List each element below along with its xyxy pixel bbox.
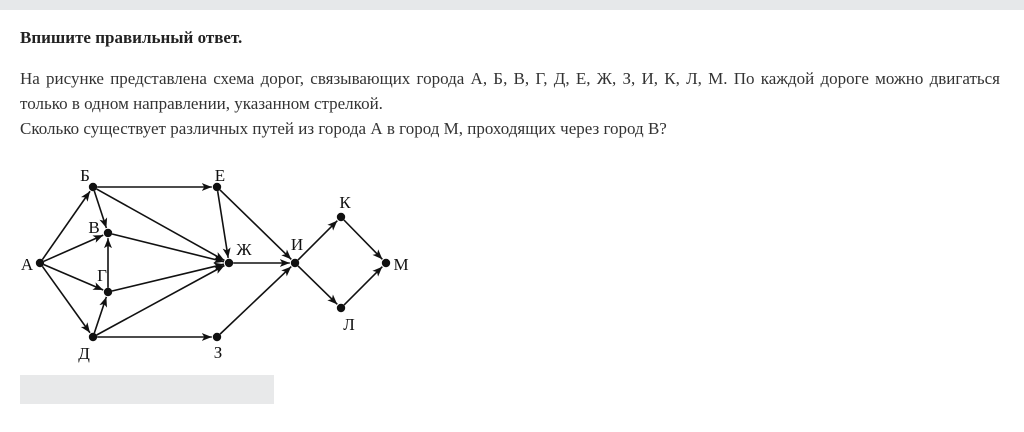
road-d-zh [97,265,225,335]
city-label-k: К [339,193,351,212]
answer-input[interactable] [20,375,274,404]
graph-labels [21,166,409,363]
road-i-l [298,266,337,304]
city-label-g: Г [97,266,107,285]
road-k-m [344,220,382,259]
road-d-g [94,297,106,333]
road-a-d [42,266,90,332]
road-e-zh [218,191,229,258]
task-text [20,66,1000,141]
road-a-b [42,191,90,259]
task-paragraph-question: Сколько существует различных путей из города А в город М, проходящих через город В? [20,119,667,138]
road-l-m [344,267,382,305]
city-label-e: Е [214,166,226,185]
city-node-k [337,213,345,221]
graph-nodes [36,183,390,341]
city-label-l: Л [343,315,355,334]
city-label-b: Б [80,166,90,185]
city-node-l [337,304,345,312]
road-i-k [298,221,337,260]
city-label-zh: Ж [236,240,252,259]
road-v-zh [112,234,224,262]
city-node-zh [225,259,233,267]
road-e-i [220,190,291,259]
task-heading: Впишите правильный ответ. [20,28,243,47]
road-z-i [220,267,291,335]
city-label-i: И [290,235,304,254]
city-node-v [104,229,112,237]
city-node-m [382,259,390,267]
top-bar [0,0,1024,10]
task-paragraph-roads: На рисунке представлена схема дорог, связывающих города А, Б, В, Г, Д, Е, Ж, З, И, К, Л, М. По каждой дороге можно двигаться только в одном направлении, указанном стрелкой. [20,69,1000,113]
road-b-zh [97,189,225,260]
city-label-z: З [213,343,223,362]
city-node-a [36,259,44,267]
road-a-g [44,265,103,290]
city-node-i [291,259,299,267]
city-label-v: В [88,218,100,237]
city-label-m: М [393,255,409,274]
city-label-a: А [20,255,34,274]
city-node-z [213,333,221,341]
road-g-zh [112,264,224,291]
graph-edges [42,187,382,337]
road-a-v [44,235,103,261]
city-node-g [104,288,112,296]
road-graph [0,150,440,370]
city-node-d [89,333,97,341]
city-label-d: Д [78,344,90,363]
city-node-b [89,183,97,191]
